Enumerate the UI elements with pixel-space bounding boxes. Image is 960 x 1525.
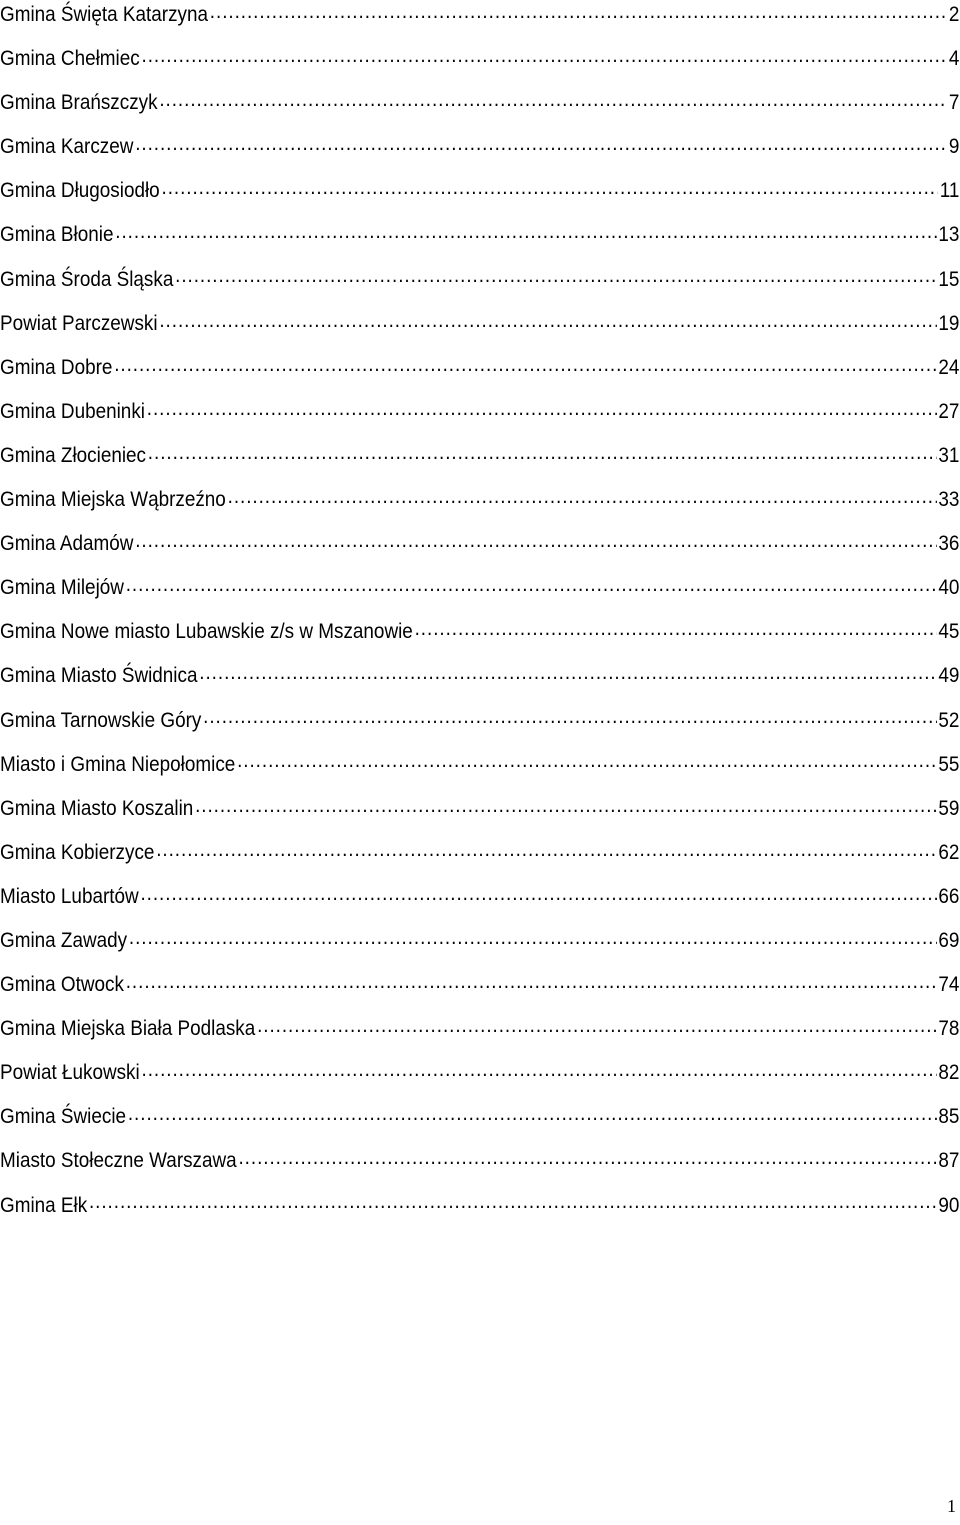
toc-entry-title: Gmina Kobierzyce	[0, 840, 155, 864]
toc-entry-page-number: 66	[938, 884, 960, 908]
toc-entry-title: Miasto Lubartów	[0, 884, 139, 908]
toc-entry-title: Gmina Świecie	[0, 1105, 127, 1129]
toc-entry[interactable]	[0, 661, 959, 705]
toc-dot-leader	[228, 485, 937, 506]
toc-dot-leader	[147, 397, 937, 418]
toc-dot-leader	[141, 44, 947, 65]
toc-dot-leader	[159, 309, 936, 330]
toc-entry-page-number: 52	[938, 708, 960, 732]
toc-entry-title: Gmina Błonie	[0, 223, 114, 247]
toc-dot-leader	[195, 794, 937, 815]
toc-entry-page-number: 36	[938, 532, 960, 556]
toc-entry[interactable]	[0, 750, 959, 794]
toc-entry-page-number: 78	[938, 1017, 960, 1041]
toc-entry[interactable]	[0, 970, 959, 1014]
toc-entry-page-number: 85	[938, 1105, 960, 1129]
toc-entry-title: Gmina Milejów	[0, 576, 124, 600]
toc-dot-leader	[140, 882, 936, 903]
toc-entry-title: Miasto i Gmina Niepołomice	[0, 752, 236, 776]
toc-entry[interactable]	[0, 132, 959, 176]
toc-dot-leader	[159, 88, 947, 109]
toc-dot-leader	[199, 661, 936, 682]
toc-entry[interactable]	[0, 485, 959, 529]
toc-dot-leader	[238, 1146, 936, 1167]
toc-entry[interactable]	[0, 309, 959, 353]
toc-entry-page-number: 40	[938, 576, 960, 600]
toc-dot-leader	[210, 0, 947, 21]
toc-entry-title: Gmina Złocieniec	[0, 443, 147, 467]
toc-entry[interactable]	[0, 1014, 959, 1058]
toc-entry-page-number: 4	[948, 47, 960, 71]
toc-entry[interactable]	[0, 220, 959, 264]
toc-entry-page-number: 31	[938, 443, 960, 467]
toc-entry[interactable]	[0, 1102, 959, 1146]
toc-entry-title: Gmina Zawady	[0, 928, 128, 952]
toc-entry-page-number: 74	[938, 973, 960, 997]
toc-dot-leader	[126, 573, 937, 594]
toc-dot-leader	[135, 132, 947, 153]
toc-entry-page-number: 33	[938, 488, 960, 512]
toc-entry-title: Gmina Ełk	[0, 1193, 88, 1217]
toc-entry[interactable]	[0, 706, 959, 750]
toc-entry-title: Gmina Brańszczyk	[0, 91, 158, 115]
toc-entry-title: Gmina Tarnowskie Góry	[0, 708, 202, 732]
toc-entry[interactable]	[0, 926, 959, 970]
toc-dot-leader	[237, 750, 936, 771]
toc-entry[interactable]	[0, 573, 959, 617]
toc-entry-title: Gmina Miejska Biała Podlaska	[0, 1017, 256, 1041]
toc-entry-title: Gmina Adamów	[0, 532, 134, 556]
toc-entry-title: Gmina Miasto Koszalin	[0, 796, 194, 820]
toc-entry[interactable]	[0, 1191, 959, 1235]
toc-entry-title: Gmina Chełmiec	[0, 47, 140, 71]
toc-entry[interactable]	[0, 529, 959, 573]
toc-entry[interactable]	[0, 353, 959, 397]
toc-dot-leader	[148, 441, 937, 462]
toc-entry[interactable]	[0, 0, 959, 44]
page-number: 1	[947, 1496, 956, 1516]
toc-entry-page-number: 27	[938, 399, 960, 423]
toc-entry-title: Gmina Otwock	[0, 973, 124, 997]
toc-entry[interactable]	[0, 1146, 959, 1190]
toc-entry-page-number: 69	[938, 928, 960, 952]
toc-entry-title: Miasto Stołeczne Warszawa	[0, 1149, 237, 1173]
toc-entry-page-number: 2	[948, 3, 960, 26]
toc-dot-leader	[126, 970, 937, 991]
toc-entry-page-number: 90	[938, 1193, 960, 1217]
toc-dot-leader	[115, 220, 936, 241]
toc-entry-page-number: 87	[938, 1149, 960, 1173]
toc-dot-leader	[129, 926, 937, 947]
toc-entry-title: Gmina Karczew	[0, 135, 134, 159]
toc-dot-leader	[135, 529, 936, 550]
toc-entry-title: Gmina Środa Śląska	[0, 267, 174, 291]
toc-entry-title: Gmina Długosiodło	[0, 179, 160, 203]
toc-entry[interactable]	[0, 1058, 959, 1102]
toc-dot-leader	[128, 1102, 937, 1123]
toc-entry-title: Powiat Parczewski	[0, 311, 158, 335]
toc-dot-leader	[114, 353, 936, 374]
toc-entry-title: Gmina Dobre	[0, 355, 113, 379]
toc-entry-page-number: 55	[938, 752, 960, 776]
toc-entry-page-number: 45	[938, 620, 960, 644]
toc-entry[interactable]	[0, 838, 959, 882]
toc-entry[interactable]	[0, 44, 959, 88]
toc-entry-title: Gmina Święta Katarzyna	[0, 3, 208, 26]
toc-entry-title: Gmina Nowe miasto Lubawskie z/s w Mszanowie	[0, 620, 413, 644]
toc-dot-leader	[142, 1058, 937, 1079]
toc-dot-leader	[156, 838, 936, 859]
toc-entry-page-number: 13	[938, 223, 960, 247]
toc-entry-page-number: 59	[938, 796, 960, 820]
toc-entry-page-number: 24	[938, 355, 960, 379]
toc-entry[interactable]	[0, 617, 959, 661]
toc-entry[interactable]	[0, 441, 959, 485]
toc-entry-title: Powiat Łukowski	[0, 1061, 140, 1085]
toc-entry[interactable]	[0, 265, 959, 309]
toc-entry-page-number: 62	[938, 840, 960, 864]
toc-dot-leader	[203, 706, 936, 727]
toc-entry[interactable]	[0, 397, 959, 441]
toc-entry-page-number: 15	[938, 267, 960, 291]
toc-entry-page-number: 49	[938, 664, 960, 688]
toc-entry[interactable]	[0, 176, 959, 220]
toc-entry[interactable]	[0, 794, 959, 838]
toc-dot-leader	[175, 265, 936, 286]
toc-entry-page-number: 9	[948, 135, 960, 159]
toc-entry-page-number: 11	[939, 179, 960, 203]
toc-entry-title: Gmina Dubeninki	[0, 399, 145, 423]
toc-entry[interactable]	[0, 882, 959, 926]
toc-entry-title: Gmina Miasto Świdnica	[0, 664, 198, 688]
toc-dot-leader	[89, 1191, 937, 1212]
toc-entry[interactable]	[0, 88, 959, 132]
toc-entry-page-number: 7	[948, 91, 960, 115]
toc-entry-page-number: 19	[938, 311, 960, 335]
toc-dot-leader	[257, 1014, 937, 1035]
toc-dot-leader	[415, 617, 937, 638]
toc-entry-page-number: 82	[938, 1061, 960, 1085]
toc-dot-leader	[161, 176, 937, 197]
toc-entry-title: Gmina Miejska Wąbrzeźno	[0, 488, 226, 512]
